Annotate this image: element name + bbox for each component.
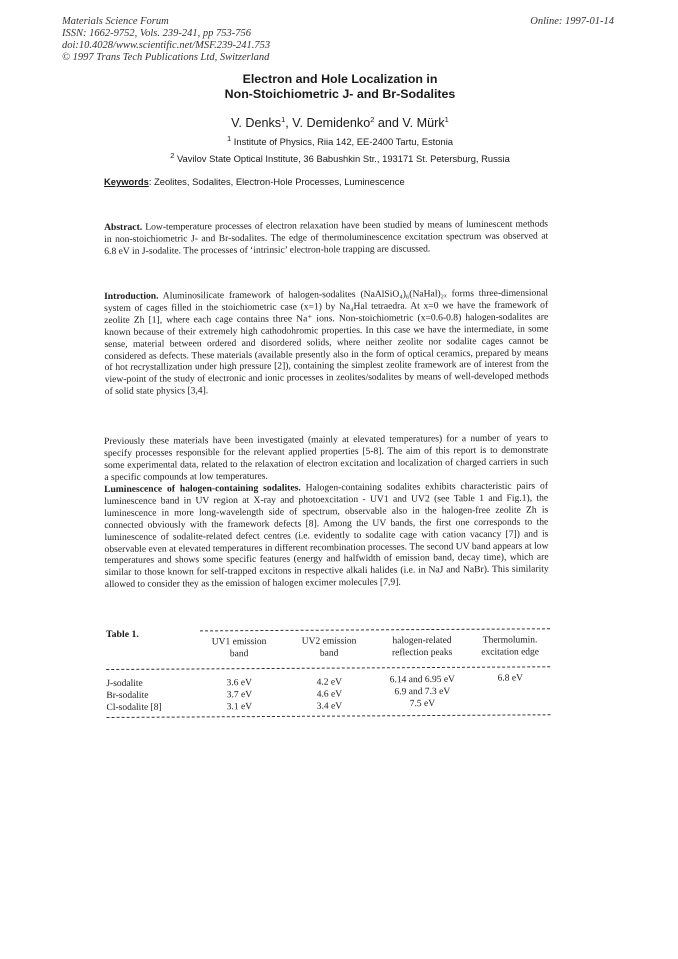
luminescence-label: Luminescence of halogen-containing sodalites. xyxy=(104,482,301,495)
table-row: Br-sodalite 3.7 eV 4.6 eV 6.9 and 7.3 eV xyxy=(106,686,451,701)
table-rule-header xyxy=(106,666,550,670)
online-date: Online: 1997-01-14 xyxy=(530,16,614,27)
affiliation-text: Institute of Physics, Riia 142, EE-2400 Tartu, Estonia xyxy=(233,136,453,148)
title-line-2: Non-Stoichiometric J- and Br-Sodalites xyxy=(224,87,456,101)
affiliation-2 xyxy=(100,151,580,164)
introduction-paragraph-2: Previously these materials have been investigated (mainly at elevated temperatures) for a number of years to specify processes responsible for the relevant applied properties [5-8]. The aim of this report is to demonstrate some experimental data, related to the relaxation of electron excitation and localization of charged carriers in such a specific compounds at low temperatures. xyxy=(104,432,549,483)
author-affiliation-mark: 2 xyxy=(370,115,375,124)
table-row: J-sodalite 3.6 eV 4.2 eV 6.14 and 6.95 eV 6.8 eV xyxy=(106,673,523,689)
abstract-paragraph xyxy=(104,219,548,258)
journal-name: Materials Science Forum xyxy=(62,16,169,27)
luminescence-paragraph xyxy=(104,481,549,592)
introduction-label: Introduction. xyxy=(104,290,159,302)
keywords-line: Keywords: Zeolites, Sodalites, Electron-Hole Processes, Luminescence xyxy=(104,176,405,187)
affiliation-1 xyxy=(100,134,580,147)
author-name: V. Mürk xyxy=(402,116,445,131)
table-rule-top xyxy=(200,628,550,631)
author-affiliation-mark: 1 xyxy=(281,115,286,124)
abstract-text: Low-temperature processes of electron relaxation have been studied by means of luminescent methods in non-stoichiometric J- and Br-sodalites. The edge of thermoluminescence excitation spectrum was observed at 6.8 eV in J-sodalite. The processes of ‘intrinsic’ electron-hole trapping are discussed. xyxy=(104,218,549,257)
author-name: V. Denks xyxy=(231,116,282,131)
introduction-paragraph xyxy=(104,288,549,399)
table-rule-bottom xyxy=(107,714,551,718)
author-separator: and xyxy=(374,116,403,131)
affiliation-number: 2 xyxy=(170,151,175,160)
table-header-cell: halogen-related reflection peaks xyxy=(391,635,453,658)
paper-title xyxy=(150,72,530,102)
author-list xyxy=(150,115,530,130)
author-affiliation-mark: 1 xyxy=(444,115,449,124)
table-row: Cl-sodalite [8] 3.1 eV 3.4 eV 7.5 eV xyxy=(106,698,436,713)
table-caption: Table 1. xyxy=(106,629,139,640)
abstract-label: Abstract. xyxy=(104,221,143,233)
table-header-cell: UV2 emission band xyxy=(301,636,357,659)
journal-copyright: © 1997 Trans Tech Publications Ltd, Switzerland xyxy=(62,52,270,63)
affiliation-text: Vavilov State Optical Institute, 36 Babushkin Str., 193171 St. Petersburg, Russia xyxy=(176,153,510,165)
introduction-text: Aluminosilicate framework of halogen-sodalites (NaAlSiO₄)₆(NaHal)₂ₓ forms three-dimensional system of cages filled in the stoichiometric case (x=1) by Na₄Hal tetraedra. At x=0 we have the framework of zeolite Zh [1], where each cage contains three Na⁺ ions. Non-stoichiometric (x=0.6-0.8) halogen-sodalites are known because of their extremely high cathodohromic properties. In this case we have the intermediate, in some sense, material between ordered and disordered solids, where neither zeolite nor sodalite cages cannot be considered as defects. These materials (available presently also in the form of optical ceramics, prepared by means of hot recrystallization under high pressure [2]), containing the simplest zeolite framework are of interest from the view-point of the study of electronic and ionic processes in zeolites/sodalites by means of well-developed methods of solid state physics [3,4]. xyxy=(104,287,549,398)
title-line-1: Electron and Hole Localization in xyxy=(242,72,438,86)
journal-header xyxy=(62,16,270,64)
affiliation-number: 1 xyxy=(227,134,232,143)
journal-doi[interactable]: doi:10.4028/www.scientific.net/MSF.239-241.753 xyxy=(62,40,271,51)
table-header-cell: UV1 emission band xyxy=(211,637,267,659)
author-separator: , xyxy=(285,116,293,131)
journal-issn: ISSN: 1662-9752, Vols. 239-241, pp 753-756 xyxy=(62,28,251,39)
keywords-text: Zeolites, Sodalites, Electron-Hole Processes, Luminescence xyxy=(154,176,405,187)
luminescence-text: Halogen-containing sodalites exhibits characteristic pairs of luminescence band in UV region at X-ray and photoexcitation - UV1 and UV2 (see Table 1 and Fig.1), the luminescence in more long-wavelength side of spectrum, observable also in the halogen-free zeolite Zh is connected obviously with the framework defects [8]. Among the UV bands, the first one corresponds to the luminescence of sodalite-related defect centres (i.e. evidently to sodalite cage with cation vacancy [7]) and is observable even at elevated temperatures in different recombination processes. The second UV band appears at low temperatures and shows some specific features (energy and halfwidth of emission band, decay time), which are similar to those known for self-trapped excitons in respective alkali halides (i.e. in NaJ and NaBr). This similarity allowed to consider they as the emission of halogen excimer molecules [7,9]. xyxy=(104,480,549,591)
author-name: V. Demidenko xyxy=(292,116,371,131)
table-header-cell: Thermolumin. excitation edge xyxy=(481,635,540,658)
keywords-label: Keywords xyxy=(104,176,149,187)
